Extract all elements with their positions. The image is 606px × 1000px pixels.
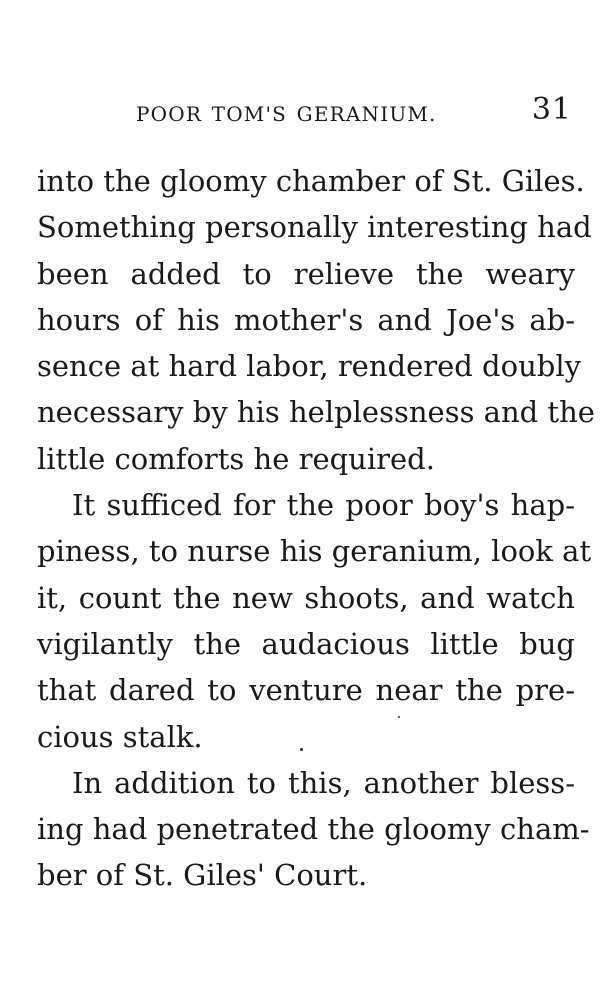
text-line: Something personally interesting had xyxy=(37,210,592,245)
text-line: into the gloomy chamber of St. Giles. xyxy=(37,164,585,198)
running-head xyxy=(136,92,576,132)
text-line: In addition to this, another bless- xyxy=(72,765,575,800)
running-title: POOR TOM'S GERANIUM. xyxy=(136,102,437,126)
text-line: cious stalk. xyxy=(37,719,203,754)
text-line: sence at hard labor, rendered doubly xyxy=(37,349,581,384)
text-line: piness, to nurse his geranium, look at xyxy=(37,534,592,569)
print-speck xyxy=(300,748,303,751)
text-line: it, count the new shoots, and watch xyxy=(37,580,575,615)
text-line: vigilantly the audacious little bug xyxy=(37,626,575,661)
text-line: ing had penetrated the gloomy cham- xyxy=(37,812,590,847)
text-line: been added to relieve the weary xyxy=(37,256,575,291)
text-line: little comforts he required. xyxy=(37,441,435,476)
page-number: 31 xyxy=(531,92,572,127)
text-line: necessary by his helplessness and the xyxy=(37,395,595,430)
text-line: ber of St. Giles' Court. xyxy=(37,858,368,893)
text-line: It sufficed for the poor boy's hap- xyxy=(72,488,575,523)
body-text xyxy=(37,158,595,899)
text-line: that dared to venture near the pre- xyxy=(37,673,575,708)
print-speck xyxy=(398,716,400,718)
text-line: hours of his mother's and Joe's ab- xyxy=(37,302,575,337)
